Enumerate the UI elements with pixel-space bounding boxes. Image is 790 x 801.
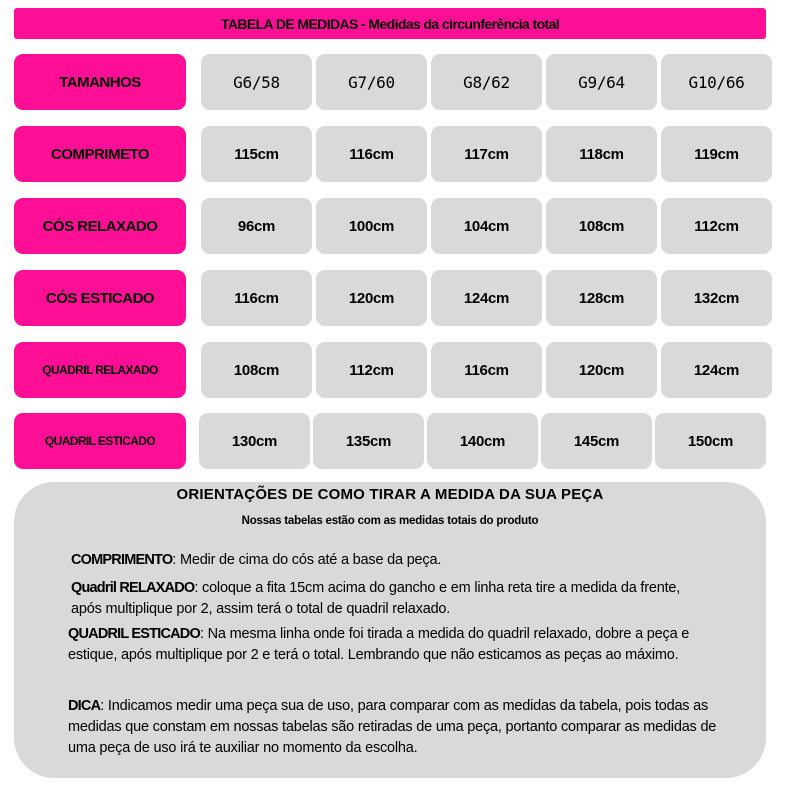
row-label: TAMANHOS <box>14 54 186 110</box>
measure-cell: 112cm <box>661 198 772 254</box>
guide-text: : Na mesma linha onde foi tirada a medida do quadril relaxado, dobre a peça e estique, após multiplique por 2 e terá o total. Lembrando que não esticamos as peças ao máximo. <box>68 626 690 663</box>
measure-cell: 116cm <box>316 126 427 182</box>
measure-cell: 108cm <box>201 342 312 398</box>
measurement-guide <box>14 482 766 778</box>
measure-cell: 132cm <box>661 270 772 326</box>
measure-cell: 118cm <box>546 126 657 182</box>
guide-term: DICA <box>68 698 101 714</box>
size-cell: G8/62 <box>431 54 542 110</box>
size-cell: G10/66 <box>661 54 772 110</box>
measure-cell: 96cm <box>201 198 312 254</box>
measure-cell: 117cm <box>431 126 542 182</box>
guide-text: : Medir de cima do cós até a base da peça. <box>172 552 442 568</box>
measure-cell: 119cm <box>661 126 772 182</box>
measure-cell: 116cm <box>201 270 312 326</box>
measure-cell: 108cm <box>546 198 657 254</box>
measure-cell: 112cm <box>316 342 427 398</box>
size-cell: G7/60 <box>316 54 427 110</box>
measure-cell: 115cm <box>201 126 312 182</box>
guide-item-dica <box>68 696 728 759</box>
row-label: COMPRIMETO <box>14 126 186 182</box>
measure-cell: 100cm <box>316 198 427 254</box>
measure-cell: 116cm <box>431 342 542 398</box>
guide-text: : Indicamos medir uma peça sua de uso, para comparar com as medidas da tabela, pois todas as medidas que constam em nossas tabelas são retiradas de uma peça, portanto comparar as medidas de uma peça de uso irá te auxiliar no momento da escolha. <box>68 698 717 756</box>
size-cell: G6/58 <box>201 54 312 110</box>
guide-title: ORIENTAÇÕES DE COMO TIRAR A MEDIDA DA SUA PEÇA <box>176 486 604 503</box>
measure-cell: 145cm <box>541 413 652 469</box>
measure-cell: 120cm <box>546 342 657 398</box>
row-label: CÓS ESTICADO <box>14 270 186 326</box>
guide-item-quadril-esticado <box>68 624 718 666</box>
guide-term: COMPRIMENTO <box>71 552 173 568</box>
measure-cell: 124cm <box>661 342 772 398</box>
table-title: TABELA DE MEDIDAS - Medidas da circunferência total <box>14 8 766 39</box>
guide-item-comprimento <box>71 550 731 571</box>
size-cell: G9/64 <box>546 54 657 110</box>
measure-cell: 135cm <box>313 413 424 469</box>
measure-cell: 104cm <box>431 198 542 254</box>
guide-term: Quadril RELAXADO <box>71 580 195 596</box>
guide-subtitle: Nossas tabelas estão com as medidas totais do produto <box>241 515 539 527</box>
measure-cell: 150cm <box>655 413 766 469</box>
row-label: QUADRIL ESTICADO <box>14 413 186 469</box>
measure-cell: 124cm <box>431 270 542 326</box>
measure-cell: 130cm <box>199 413 310 469</box>
measure-cell: 120cm <box>316 270 427 326</box>
guide-text: : coloque a fita 15cm acima do gancho e em linha reta tire a medida da frente, após multiplique por 2, assim terá o total de quadril relaxado. <box>71 580 681 617</box>
row-label: CÓS RELAXADO <box>14 198 186 254</box>
measure-cell: 140cm <box>427 413 538 469</box>
guide-term: QUADRIL ESTICADO <box>68 626 200 642</box>
row-label: QUADRIL RELAXADO <box>14 342 186 398</box>
guide-item-quadril-relaxado <box>71 578 711 620</box>
measure-cell: 128cm <box>546 270 657 326</box>
